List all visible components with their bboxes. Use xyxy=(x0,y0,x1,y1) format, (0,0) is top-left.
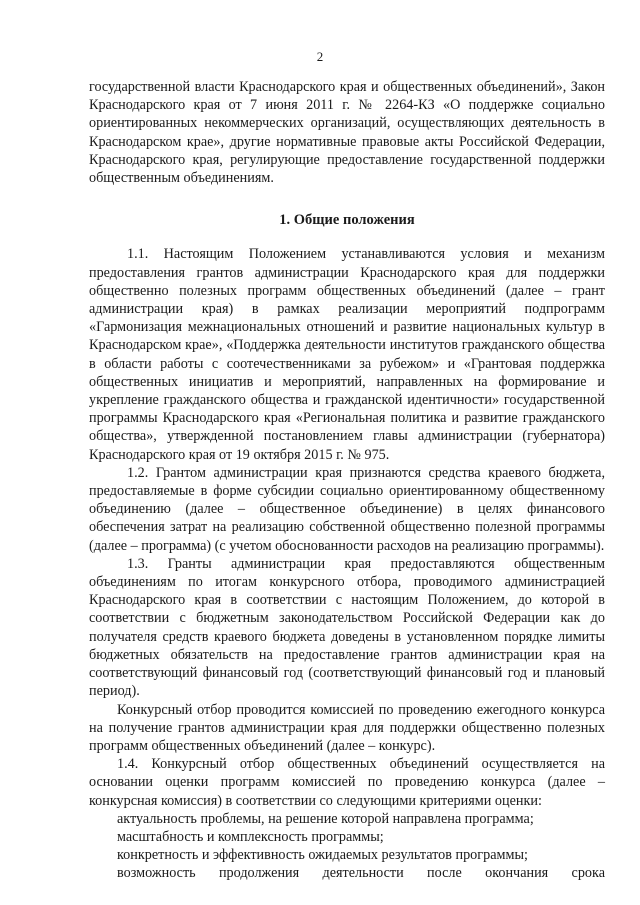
criterion-item: масштабность и комплексность программы; xyxy=(117,828,384,845)
criterion-item: конкретность и эффективность ожидаемых результатов программы; xyxy=(117,847,528,864)
paragraph-1-2: 1.2. Грантом администрации края признаются средства краевого бюджета, предоставляемые в форме субсидии социально ориентированному общественному объединению (далее – общественное объединение) в целях финансового обеспечения затрат на реализацию собственной общественно полезной программы (далее – программа) (с учетом обоснованности расходов на реализацию программы). xyxy=(89,464,605,554)
page-number: 2 xyxy=(316,49,324,64)
paragraph-1-4: 1.4. Конкурсный отбор общественных объединений осуществляется на основании оценки программ комиссией по проведению конкурса (далее – конкурсная комиссия) в соответствии со следующими критериями оценки: xyxy=(89,756,605,809)
criterion-item: возможность продолжения деятельности после окончания срока xyxy=(117,865,605,882)
intro-paragraph: государственной власти Краснодарского края и общественных объединений», Закон Краснодарского края от 7 июня 2011 г. № 2264-КЗ «О поддержке социально ориентированных некоммерческих организаций, осуществляющих деятельность в Краснодарском крае», другие нормативные правовые акты Российской Федерации, Краснодарского края, регулирующие предоставление государственной поддержки общественным объединениям. xyxy=(89,79,605,187)
paragraph-1-3: 1.3. Гранты администрации края предоставляются общественным объединениям по итогам конкурсного отбора, проводимого администрацией Краснодарского края в соответствии с настоящим Положением, до которой в соответствии с бюджетным законодательством Российской Федерации как до получателя средств краевого бюджета доведены в установленном порядке лимиты бюджетных обязательств на предоставление грантов администрации края на соответствующий финансовый год (соответствующий финансовый год и плановый период). xyxy=(89,555,605,700)
paragraph-contest: Конкурсный отбор проводится комиссией по проведению ежегодного конкурса на получение грантов администрации края для поддержки общественно полезных программ общественных объединений (далее – конкурс). xyxy=(89,701,605,754)
criterion-item: актуальность проблемы, на решение которой направлена программа; xyxy=(117,810,534,827)
paragraph-1-1: 1.1. Настоящим Положением устанавливаются условия и механизм предоставления грантов администрации Краснодарского края для поддержки общественно полезных программ общественных объединений (далее – грант администрации края) в рамках реализации мероприятий подпрограмм «Гармонизация межнациональных отношений и развитие национальных культур в Краснодарском крае», «Поддержка деятельности институтов гражданского общества в области работы с соотечественниками за рубежом» и «Грантовая поддержка общественных инициатив и мероприятий, направленных на формирование и укрепление гражданского общества и гражданской идентичности» государственной программы Краснодарского края «Региональная политика и развитие гражданского общества», утвержденной постановлением главы администрации (губернатора) Краснодарского края от 19 октября 2015 г. № 975. xyxy=(89,246,605,463)
document-body xyxy=(89,78,605,883)
section-heading: 1. Общие положения xyxy=(279,212,415,229)
